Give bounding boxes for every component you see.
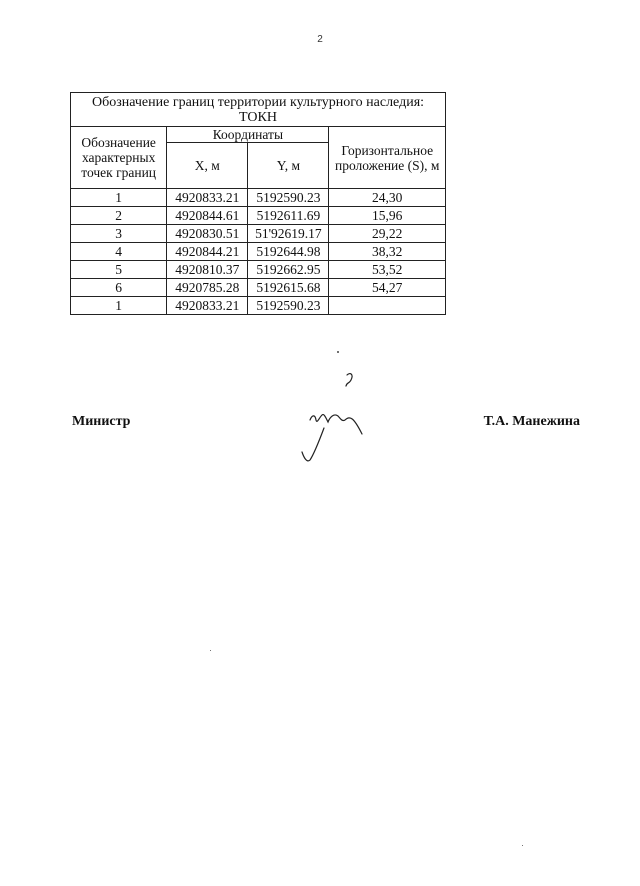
table-row: [71, 261, 446, 279]
scan-speck: [337, 351, 339, 353]
table-row: [71, 207, 446, 225]
point-cell: 5: [71, 261, 167, 279]
header-x: X, м: [167, 143, 248, 189]
signature-block: [72, 414, 580, 434]
distance-cell: 24,30: [329, 189, 446, 207]
x-cell: 4920833.21: [167, 297, 248, 315]
signer-position: Министр: [72, 414, 131, 429]
header-coordinates: Координаты: [167, 127, 329, 143]
table-title: Обозначение границ территории культурного наследия: ТОКН: [71, 93, 446, 127]
x-cell: 4920844.21: [167, 243, 248, 261]
point-cell: 3: [71, 225, 167, 243]
header-distance: Горизонтальное проложение (S), м: [329, 127, 446, 189]
point-cell: 1: [71, 189, 167, 207]
distance-cell: 53,52: [329, 261, 446, 279]
header-y: Y, м: [248, 143, 329, 189]
point-cell: 6: [71, 279, 167, 297]
distance-cell: 29,22: [329, 225, 446, 243]
y-cell: 51'92619.17: [248, 225, 329, 243]
distance-cell: 15,96: [329, 207, 446, 225]
x-cell: 4920833.21: [167, 189, 248, 207]
y-cell: 5192644.98: [248, 243, 329, 261]
header-points: Обозначение характерных точек границ: [71, 127, 167, 189]
scan-speck: [210, 650, 211, 651]
x-cell: 4920830.51: [167, 225, 248, 243]
y-cell: 5192590.23: [248, 297, 329, 315]
page-number: 2: [317, 34, 323, 45]
table-row: [71, 225, 446, 243]
signer-name: Т.А. Манежина: [483, 414, 580, 429]
x-cell: 4920785.28: [167, 279, 248, 297]
y-cell: 5192662.95: [248, 261, 329, 279]
distance-cell: [329, 297, 446, 315]
distance-cell: 54,27: [329, 279, 446, 297]
table-row: [71, 189, 446, 207]
distance-cell: 38,32: [329, 243, 446, 261]
table-row: [71, 243, 446, 261]
y-cell: 5192611.69: [248, 207, 329, 225]
table-row: [71, 297, 446, 315]
x-cell: 4920810.37: [167, 261, 248, 279]
x-cell: 4920844.61: [167, 207, 248, 225]
point-cell: 4: [71, 243, 167, 261]
table-row: [71, 279, 446, 297]
scan-speck: [522, 845, 523, 846]
y-cell: 5192615.68: [248, 279, 329, 297]
point-cell: 2: [71, 207, 167, 225]
boundary-coordinates-table: [70, 92, 446, 315]
y-cell: 5192590.23: [248, 189, 329, 207]
point-cell: 1: [71, 297, 167, 315]
